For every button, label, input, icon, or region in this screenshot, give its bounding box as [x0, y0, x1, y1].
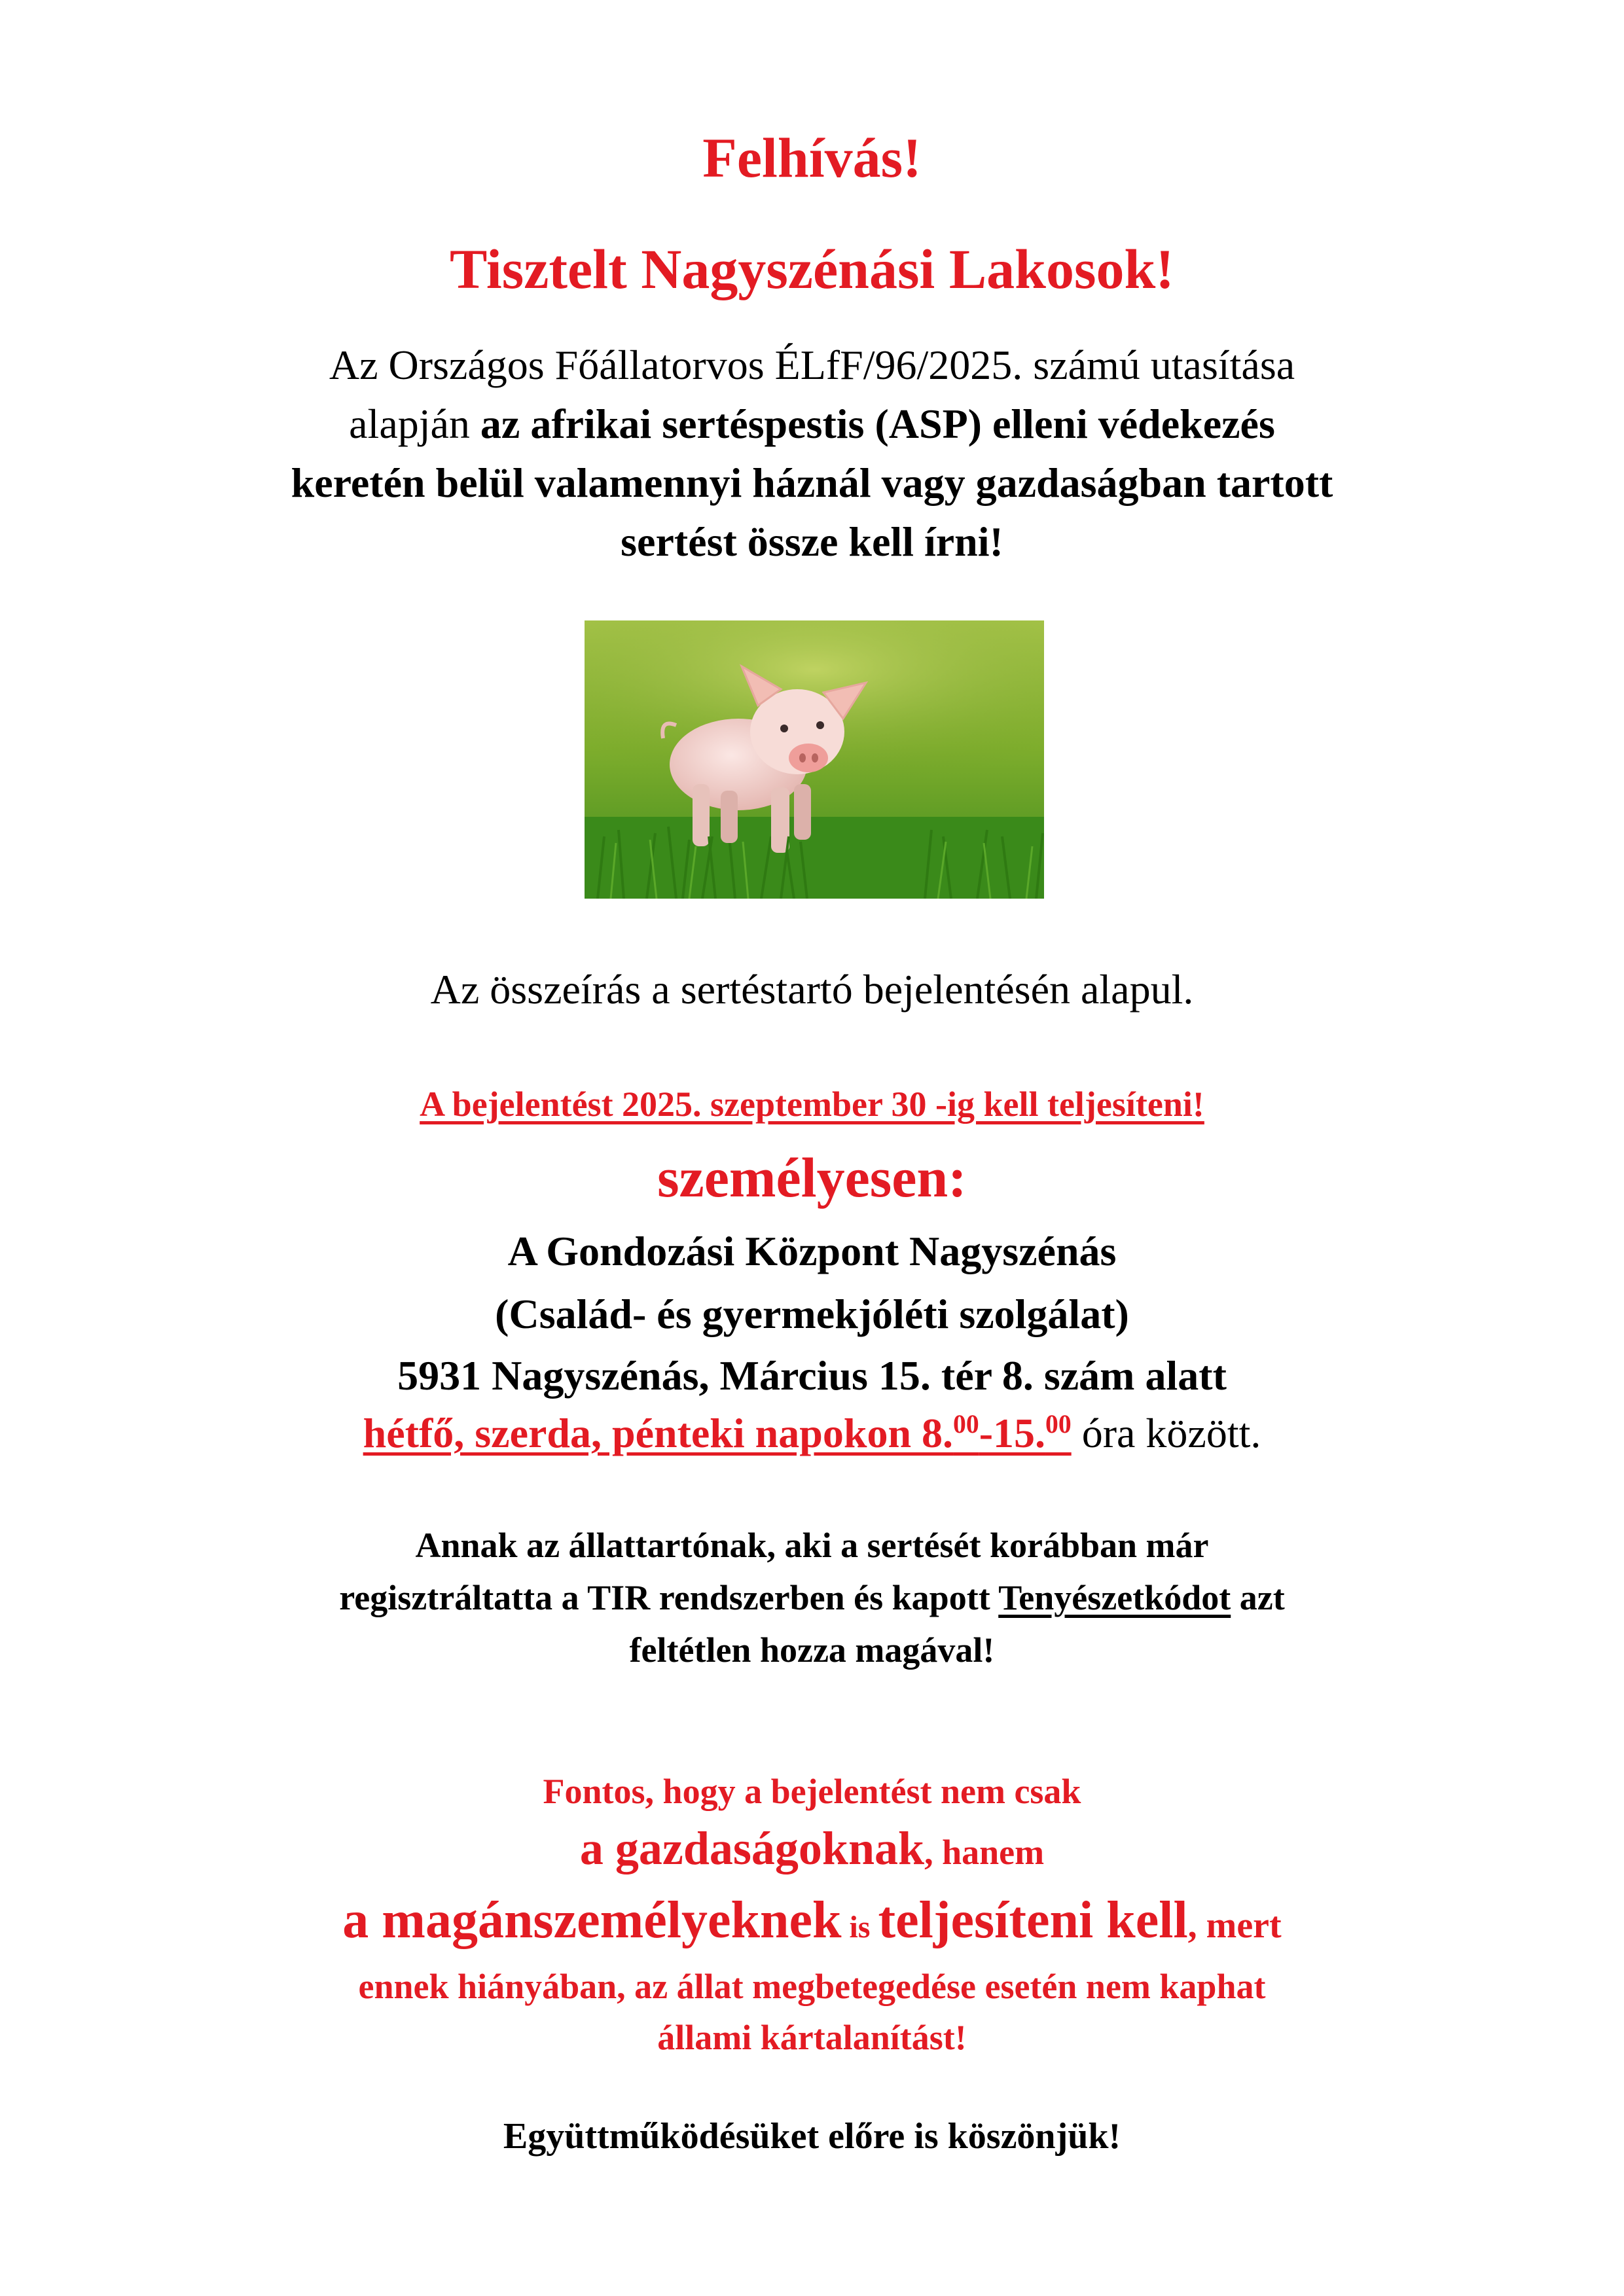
hours-suffix: óra között.	[1071, 1410, 1261, 1456]
basis-text: Az összeírás a sertéstartó bejelentésén alapul.	[430, 966, 1194, 1013]
important-individuals: a magánszemélyeknek	[342, 1892, 842, 1949]
important-also: is	[841, 1910, 878, 1945]
notice-title: Felhívás!	[702, 126, 922, 189]
important-farms: a gazdaságoknak	[579, 1822, 925, 1874]
office-dash: -15.	[979, 1410, 1046, 1456]
intro-line-2-bold: az afrikai sertéspestis (ASP) elleni védekezés	[480, 401, 1275, 447]
important-but: , hanem	[924, 1833, 1045, 1872]
important-because: , mert	[1187, 1905, 1282, 1946]
office-days-text: hétfő, szerda, pénteki napokon 8.	[363, 1410, 954, 1456]
office-address: 5931 Nagyszénás, Március 15. tér 8. szám alatt	[397, 1352, 1227, 1399]
deadline-underlined: A bejelentést 2025. szeptember 30 -ig kell teljesíteni!	[420, 1085, 1204, 1124]
piglet-on-grass-icon	[585, 620, 1044, 899]
deadline-text	[0, 1086, 1624, 1122]
important-line-4: ennek hiányában, az állat megbetegedése esetén nem kaphat	[358, 1967, 1266, 2006]
important-line-2	[0, 1822, 1624, 1874]
piglet-photo	[585, 620, 1044, 899]
registered-note-before: regisztráltatta a TIR rendszerben és kapott	[339, 1578, 999, 1617]
registered-note-after: azt	[1231, 1578, 1285, 1617]
breeding-code-term: Tenyészetkódot	[998, 1578, 1231, 1617]
office-service: (Család- és gyermekjóléti szolgálat)	[495, 1291, 1129, 1337]
registered-note-line-2	[0, 1580, 1624, 1615]
end-time-sup: 00	[1045, 1410, 1072, 1439]
start-time-sup: 00	[953, 1410, 979, 1439]
office-hours	[0, 1412, 1624, 1454]
important-must-comply: teljesíteni kell	[878, 1892, 1188, 1949]
important-line-3	[0, 1892, 1624, 1949]
registered-note-line-1: Annak az állattartónak, aki a sertését korábban már	[415, 1526, 1209, 1565]
intro-line-3: keretén belül valamennyi háznál vagy gazdaságban tartott	[291, 459, 1333, 506]
closing-text: Együttműködésüket előre is köszönjük!	[503, 2116, 1121, 2157]
important-line-5: állami kártalanítást!	[657, 2018, 967, 2057]
important-line-1: Fontos, hogy a bejelentést nem csak	[543, 1772, 1081, 1811]
notice-greeting: Tisztelt Nagyszénási Lakosok!	[450, 238, 1174, 300]
office-days	[363, 1410, 1072, 1456]
registered-note-line-3: feltétlen hozza magával!	[629, 1630, 995, 1670]
office-name: A Gondozási Központ Nagyszénás	[507, 1228, 1117, 1274]
intro-line-2-plain: alapján	[349, 401, 480, 447]
intro-line-1: Az Országos Főállatorvos ÉLfF/96/2025. számú utasítása	[329, 342, 1295, 388]
intro-line-2	[0, 403, 1624, 445]
intro-line-4: sertést össze kell írni!	[621, 518, 1003, 565]
in-person-heading: személyesen:	[657, 1146, 967, 1209]
